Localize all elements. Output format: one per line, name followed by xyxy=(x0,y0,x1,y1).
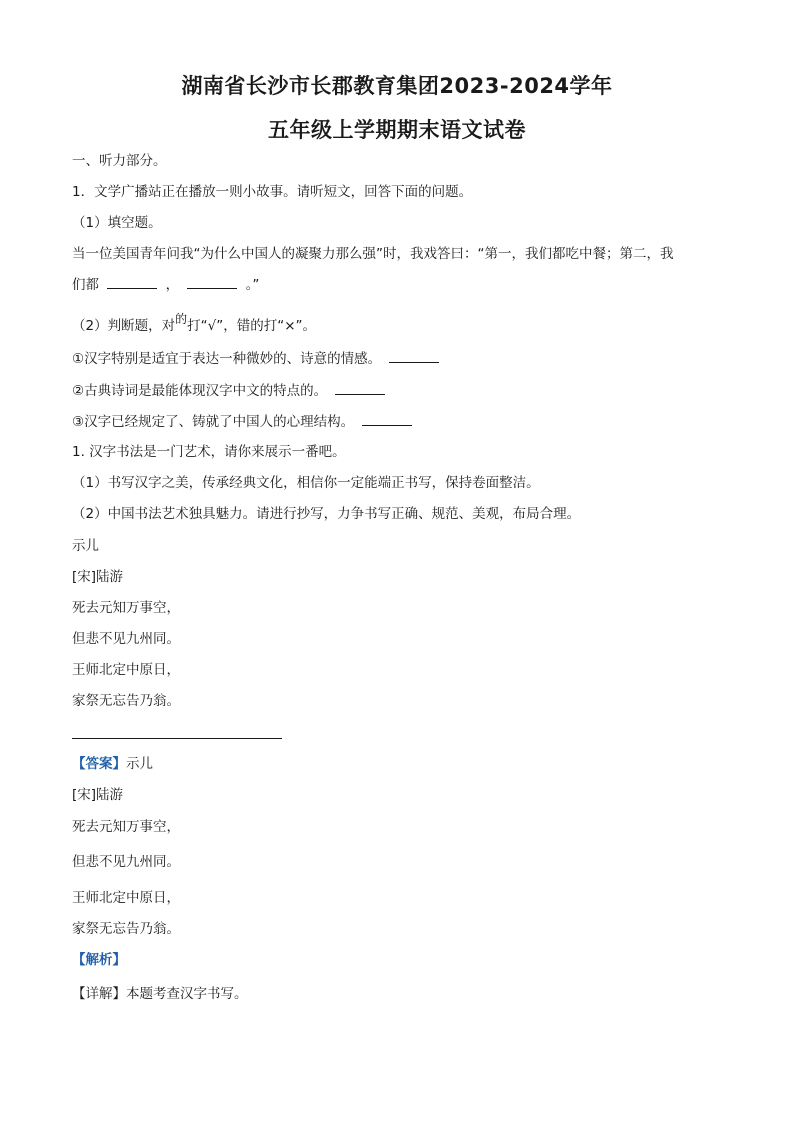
judge-text: ①汉字特别是适宜于表达一种微妙的、诗意的情感。 xyxy=(72,351,382,367)
answer-blank[interactable] xyxy=(389,350,439,363)
answer-line: 但悲不见九州同。 xyxy=(72,854,180,870)
answer-title: 示儿 xyxy=(126,756,153,772)
detail-tag: 【详解】 xyxy=(72,986,126,1002)
poem-line: 王师北定中原日， xyxy=(72,662,180,678)
analysis-tag-text: 【解析】 xyxy=(72,952,126,968)
judge-item-3 xyxy=(72,413,416,431)
question-2: 1. 汉字书法是一门艺术，请你来展示一番吧。 xyxy=(72,444,346,460)
judge-text: ③汉字已经规定了、铸就了中国人的心理结构。 xyxy=(72,414,355,430)
exam-title-line1: 湖南省长沙市长郡教育集团2023-2024学年 xyxy=(181,74,613,98)
question-1-1-text-b xyxy=(72,276,259,294)
text-segment: ， xyxy=(165,277,180,293)
answer-author: [宋]陆游 xyxy=(72,787,124,803)
answer-tag: 【答案】 xyxy=(72,756,126,772)
poem-title: 示儿 xyxy=(72,538,99,554)
poem-line: 家祭无忘告乃翁。 xyxy=(72,693,180,709)
question-1-1-text-a: 当一位美国青年问我“为什么中国人的凝聚力那么强”时，我戏答曰：“第一，我们都吃中餐；第二，我 xyxy=(72,246,674,262)
text-segment: （2）判断题，对 xyxy=(72,318,176,334)
poem-line: 但悲不见九州同。 xyxy=(72,631,180,647)
detail-line xyxy=(72,985,248,1003)
answer-heading xyxy=(72,755,153,773)
judge-text: ②古典诗词是最能体现汉字中文的特点的。 xyxy=(72,383,328,399)
answer-blank[interactable] xyxy=(187,276,237,289)
text-segment: 。” xyxy=(245,277,260,293)
section-divider xyxy=(72,738,282,739)
detail-text: 本题考查汉字书写。 xyxy=(126,986,248,1002)
question-2-1: （1）书写汉字之美，传承经典文化，相信你一定能端正书写，保持卷面整洁。 xyxy=(72,475,540,491)
poem-line: 死去元知万事空， xyxy=(72,600,180,616)
question-1-1: （1）填空题。 xyxy=(72,215,162,231)
judge-item-2 xyxy=(72,382,389,400)
answer-line: 王师北定中原日， xyxy=(72,890,180,906)
answer-line: 家祭无忘告乃翁。 xyxy=(72,921,180,937)
answer-line: 死去元知万事空， xyxy=(72,819,180,835)
judge-item-1 xyxy=(72,350,443,368)
section-heading: 一、听力部分。 xyxy=(72,153,167,169)
text-segment: 的 xyxy=(175,312,188,326)
question-1-2 xyxy=(72,312,316,335)
answer-blank[interactable] xyxy=(107,276,157,289)
text-segment: 们都 xyxy=(72,277,99,293)
question-2-2: （2）中国书法艺术独具魅力。请进行抄写，力争书写正确、规范、美观，布局合理。 xyxy=(72,506,581,522)
analysis-tag xyxy=(72,951,126,969)
answer-blank[interactable] xyxy=(335,382,385,395)
poem-author: [宋]陆游 xyxy=(72,569,124,585)
question-1: 1．文学广播站正在播放一则小故事。请听短文，回答下面的问题。 xyxy=(72,184,473,200)
exam-title-line2: 五年级上学期期末语文试卷 xyxy=(268,118,526,142)
answer-blank[interactable] xyxy=(362,413,412,426)
text-segment: 打“√”，错的打“×”。 xyxy=(187,318,316,334)
